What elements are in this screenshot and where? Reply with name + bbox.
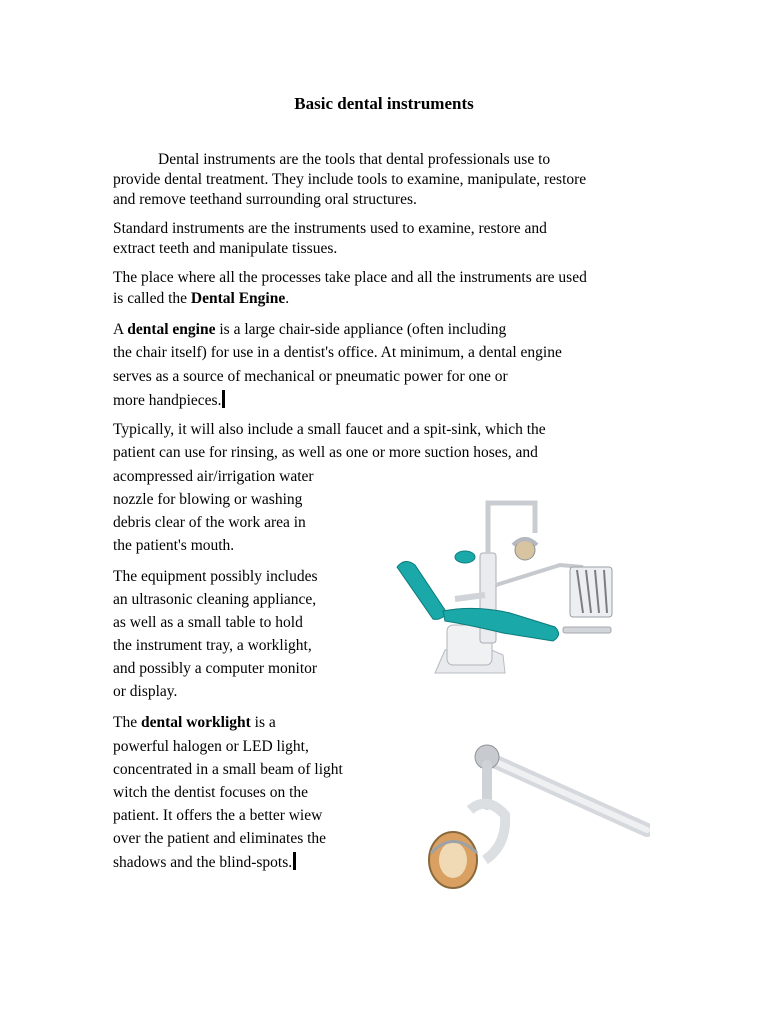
- text-line: [113, 713, 276, 733]
- text-line: witch the dentist focuses on the: [113, 784, 308, 801]
- text-run: A: [113, 321, 128, 338]
- text-line: serves as a source of mechanical or pneumatic power for one or: [113, 368, 508, 385]
- text-line: [113, 852, 296, 873]
- text-run: more handpieces.: [113, 392, 222, 409]
- text-run: shadows and the blind-spots.: [113, 854, 293, 871]
- text-line: and remove teethand surrounding oral structures.: [113, 191, 417, 208]
- text-line: an ultrasonic cleaning appliance,: [113, 591, 317, 608]
- bold-term: dental worklight: [140, 714, 251, 731]
- bold-term: Dental Engine: [190, 290, 286, 307]
- text-line: The place where all the processes take place and all the instruments are used: [113, 269, 587, 286]
- text-line: concentrated in a small beam of light: [113, 761, 343, 778]
- text-line: Typically, it will also include a small faucet and a spit-sink, which the: [113, 421, 546, 438]
- text-line: patient. It offers the a better wiew: [113, 807, 323, 824]
- text-line: the patient's mouth.: [113, 537, 235, 554]
- text-line: [113, 320, 506, 340]
- text-line: powerful halogen or LED light,: [113, 738, 309, 755]
- text-line: as well as a small table to hold: [113, 614, 303, 631]
- page-title: Basic dental instruments: [294, 94, 474, 113]
- text-cursor: [222, 390, 225, 408]
- text-line: patient can use for rinsing, as well as one or more suction hoses, and: [113, 444, 538, 461]
- text-line: and possibly a computer monitor: [113, 660, 318, 677]
- text-run: The: [113, 714, 141, 731]
- text-line: or display.: [113, 683, 178, 700]
- text-line: [113, 390, 225, 411]
- text-line: Standard instruments are the instruments used to examine, restore and: [113, 220, 547, 237]
- text-run: is called the: [113, 290, 191, 307]
- text-line: The equipment possibly includes: [113, 568, 318, 585]
- dental-chair-unit-photo: [385, 495, 650, 685]
- text-run: .: [285, 290, 290, 307]
- text-cursor: [293, 852, 296, 870]
- text-line: [113, 289, 289, 309]
- text-line: Dental instruments are the tools that dental professionals use to: [158, 151, 551, 168]
- text-line: the chair itself) for use in a dentist's office. At minimum, a dental engine: [113, 344, 562, 361]
- text-line: the instrument tray, a worklight,: [113, 637, 312, 654]
- text-line: provide dental treatment. They include tools to examine, manipulate, restore: [113, 171, 587, 188]
- text-run: is a large chair-side appliance (often including: [215, 321, 507, 338]
- dental-worklight-photo: [425, 735, 650, 895]
- text-run: is a: [250, 714, 276, 731]
- text-line: debris clear of the work area in: [113, 514, 306, 531]
- text-line: acompressed air/irrigation water: [113, 468, 314, 485]
- text-line: extract teeth and manipulate tissues.: [113, 240, 338, 257]
- text-line: over the patient and eliminates the: [113, 830, 327, 847]
- bold-term: dental engine: [127, 321, 216, 338]
- text-line: nozzle for blowing or washing: [113, 491, 303, 508]
